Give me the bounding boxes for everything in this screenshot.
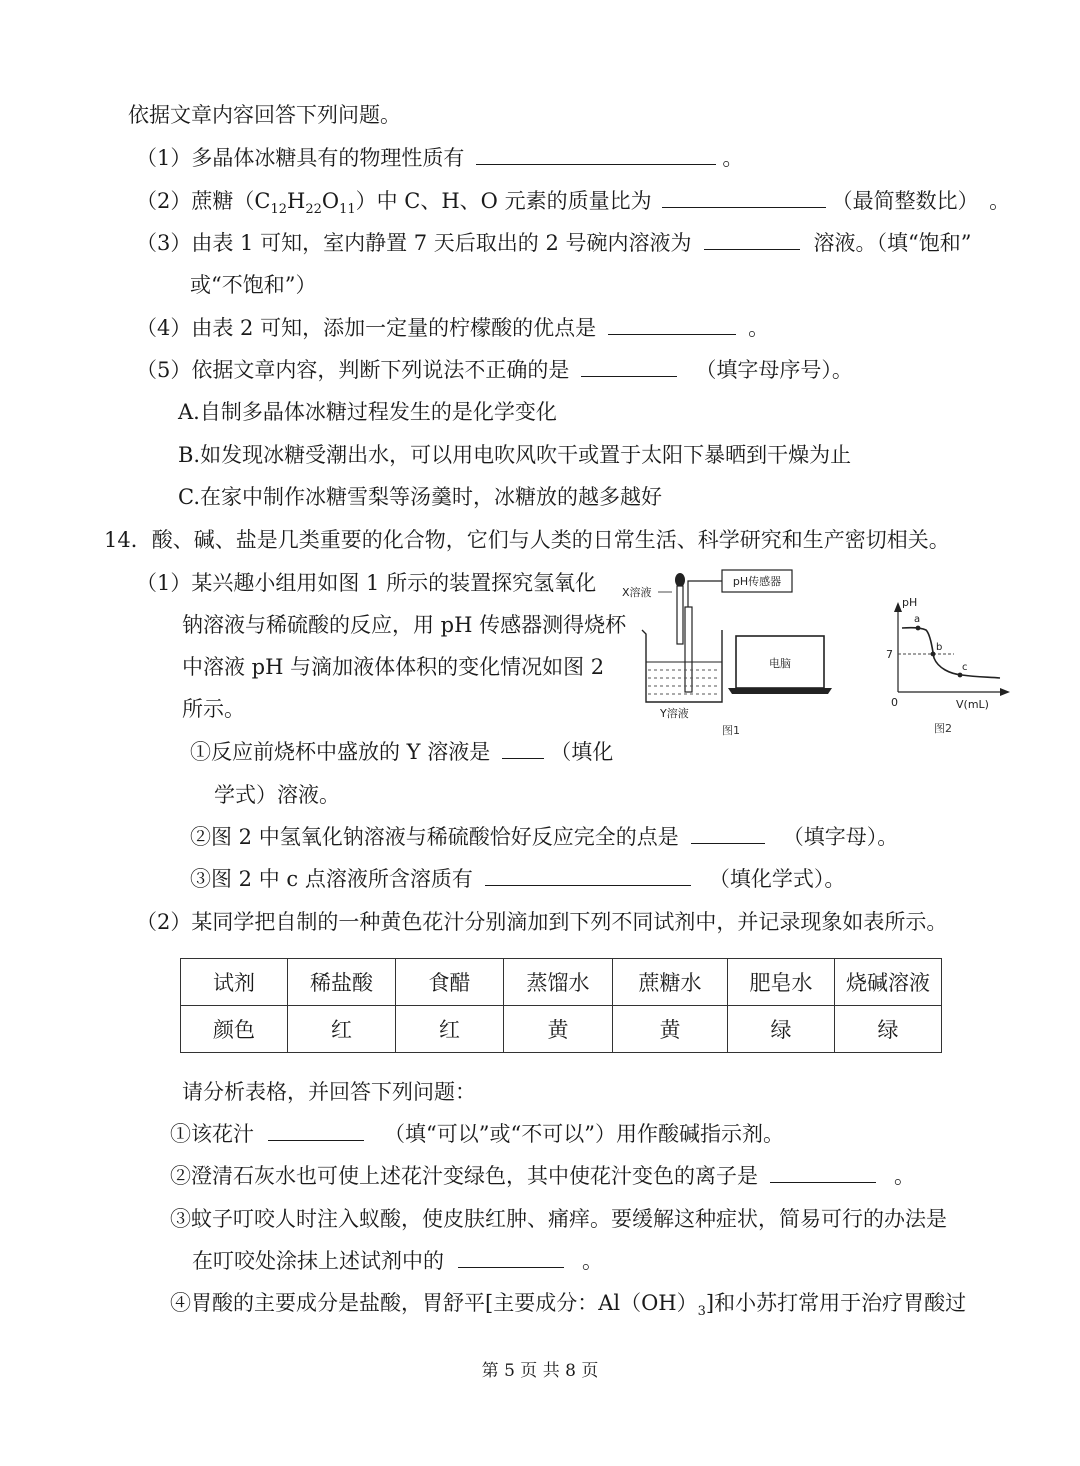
table-cell: 黄 [504,1006,613,1053]
table-cell: 绿 [728,1006,835,1053]
answer-blank-a2[interactable] [770,1162,876,1183]
page-footer: 第 5 页 共 8 页 [481,1361,599,1381]
origin-label: 0 [891,696,898,709]
dropper-tube [677,586,683,644]
part1-line4: 所示。 [182,697,245,721]
answer-blank-1[interactable] [476,144,716,165]
v-axis-label: V(mL) [956,698,989,711]
figure-1-apparatus [622,570,832,737]
sub-question-1: ①反应前烧杯中盛放的 Y 溶液是 （填化 [190,740,614,764]
answer-item-2: ②澄清石灰水也可使上述花汁变绿色，其中使花汁变色的离子是 。 [170,1164,915,1188]
sub-question-1-cont: 学式）溶液。 [214,783,340,807]
answer-blank-a1[interactable] [268,1120,364,1141]
table-header-row [181,959,942,1006]
answer-item-4: ④胃酸的主要成分是盐酸，胃舒平[主要成分：$Al(OH)_3$]和小苏打常用于治疗胃酸过 [170,1291,967,1320]
answer-blank-2[interactable] [662,187,826,208]
ph-axis-label: pH [902,596,918,609]
table-row [181,1006,942,1053]
ph-probe [685,607,692,692]
answer-blank-3[interactable] [704,229,800,250]
part1-line3: 中溶液 pH 与滴加液体体积的变化情况如图 2 [182,655,605,679]
table-cell: 颜色 [181,1006,288,1053]
answer-blank-sub2[interactable] [691,823,765,844]
answer-item-3-cont: 在叮咬处涂抹上述试剂中的 。 [192,1249,603,1273]
question-1: （1）多晶体冰糖具有的物理性质有 。 [136,146,744,170]
table-cell: 蔗糖水 [613,959,728,1006]
dropper-bulb [675,573,685,587]
table-cell: 肥皂水 [728,959,835,1006]
computer-base [728,688,832,694]
ph-7-label: 7 [886,648,893,661]
table-cell: 蒸馏水 [504,959,613,1006]
option-a: A.自制多晶体冰糖过程发生的是化学变化 [178,400,557,424]
point-b [931,652,936,657]
table-cell: 绿 [835,1006,942,1053]
answer-item-3: ③蚊子叮咬人时注入蚁酸，使皮肤红肿、痛痒。要缓解这种症状，简易可行的办法是 [170,1207,947,1231]
question-3-cont: 或“不饱和”） [190,273,317,297]
answer-blank-4[interactable] [608,314,736,335]
intro-text: 依据文章内容回答下列问题。 [128,103,401,127]
part1-line2: 钠溶液与稀硫酸的反应，用 pH 传感器测得烧杯 [182,613,627,637]
point-a [916,626,921,631]
figure-1-caption: 图1 [722,724,740,737]
reagent-color-table [180,958,942,1053]
option-b: B.如发现冰糖受潮出水，可以用电吹风吹干或置于太阳下暴晒到干燥为止 [178,443,852,467]
part2-text: （2）某同学把自制的一种黄色花汁分别滴加到下列不同试剂中，并记录现象如表所示。 [136,910,948,934]
answer-blank-sub1[interactable] [502,738,544,759]
part1-line1: （1）某兴趣小组用如图 1 所示的装置探究氢氧化 [136,571,597,595]
experiment-figure [620,562,1020,742]
table-cell: 食醋 [396,959,504,1006]
answer-blank-sub3[interactable] [485,865,691,886]
question-14: 14．酸、碱、盐是几类重要的化合物，它们与人类的日常生活、科学研究和生产密切相关。 [104,528,950,552]
table-cell: 烧碱溶液 [835,959,942,1006]
figure-2-ph-curve [886,596,1010,735]
analyze-prompt: 请分析表格，并回答下列问题： [182,1080,476,1104]
point-c [958,673,963,678]
answer-blank-5[interactable] [581,356,677,377]
sub-question-3: ③图 2 中 c 点溶液所含溶质有 （填化学式）。 [190,867,846,891]
question-5: （5）依据文章内容，判断下列说法不正确的是 （填字母序号）。 [136,358,853,382]
answer-blank-a3[interactable] [458,1247,564,1268]
question-3: （3）由表 1 可知，室内静置 7 天后取出的 2 号碗内溶液为 溶液。（填“饱和” [136,231,972,255]
y-solution-label: Y溶液 [660,707,689,720]
x-solution-label: X溶液 [622,586,652,599]
point-b-label: b [936,642,943,653]
point-c-label: c [962,662,968,673]
option-c: C.在家中制作冰糖雪梨等汤羹时，冰糖放的越多越好 [178,485,662,509]
ph-sensor-label: pH传感器 [732,575,782,588]
table-cell: 稀盐酸 [288,959,396,1006]
figure-2-caption: 图2 [934,722,952,735]
table-cell: 试剂 [181,959,288,1006]
table-cell: 红 [288,1006,396,1053]
point-a-label: a [914,614,921,625]
table-cell: 红 [396,1006,504,1053]
question-2: （2）蔗糖$(C_{12}H_{22}O_{11})$中 C、H、O 元素的质量比为 （最简整数比） 。 [136,189,1011,218]
table-cell: 黄 [613,1006,728,1053]
ph-curve-line [902,628,1000,678]
computer-label: 电脑 [769,657,791,670]
question-4: （4）由表 2 可知，添加一定量的柠檬酸的优点是 。 [136,316,770,340]
sub-question-2: ②图 2 中氢氧化钠溶液与稀硫酸恰好反应完全的点是 （填字母）。 [190,825,899,849]
answer-item-1: ①该花汁 （填“可以”或“不可以”）用作酸碱指示剂。 [170,1122,784,1146]
